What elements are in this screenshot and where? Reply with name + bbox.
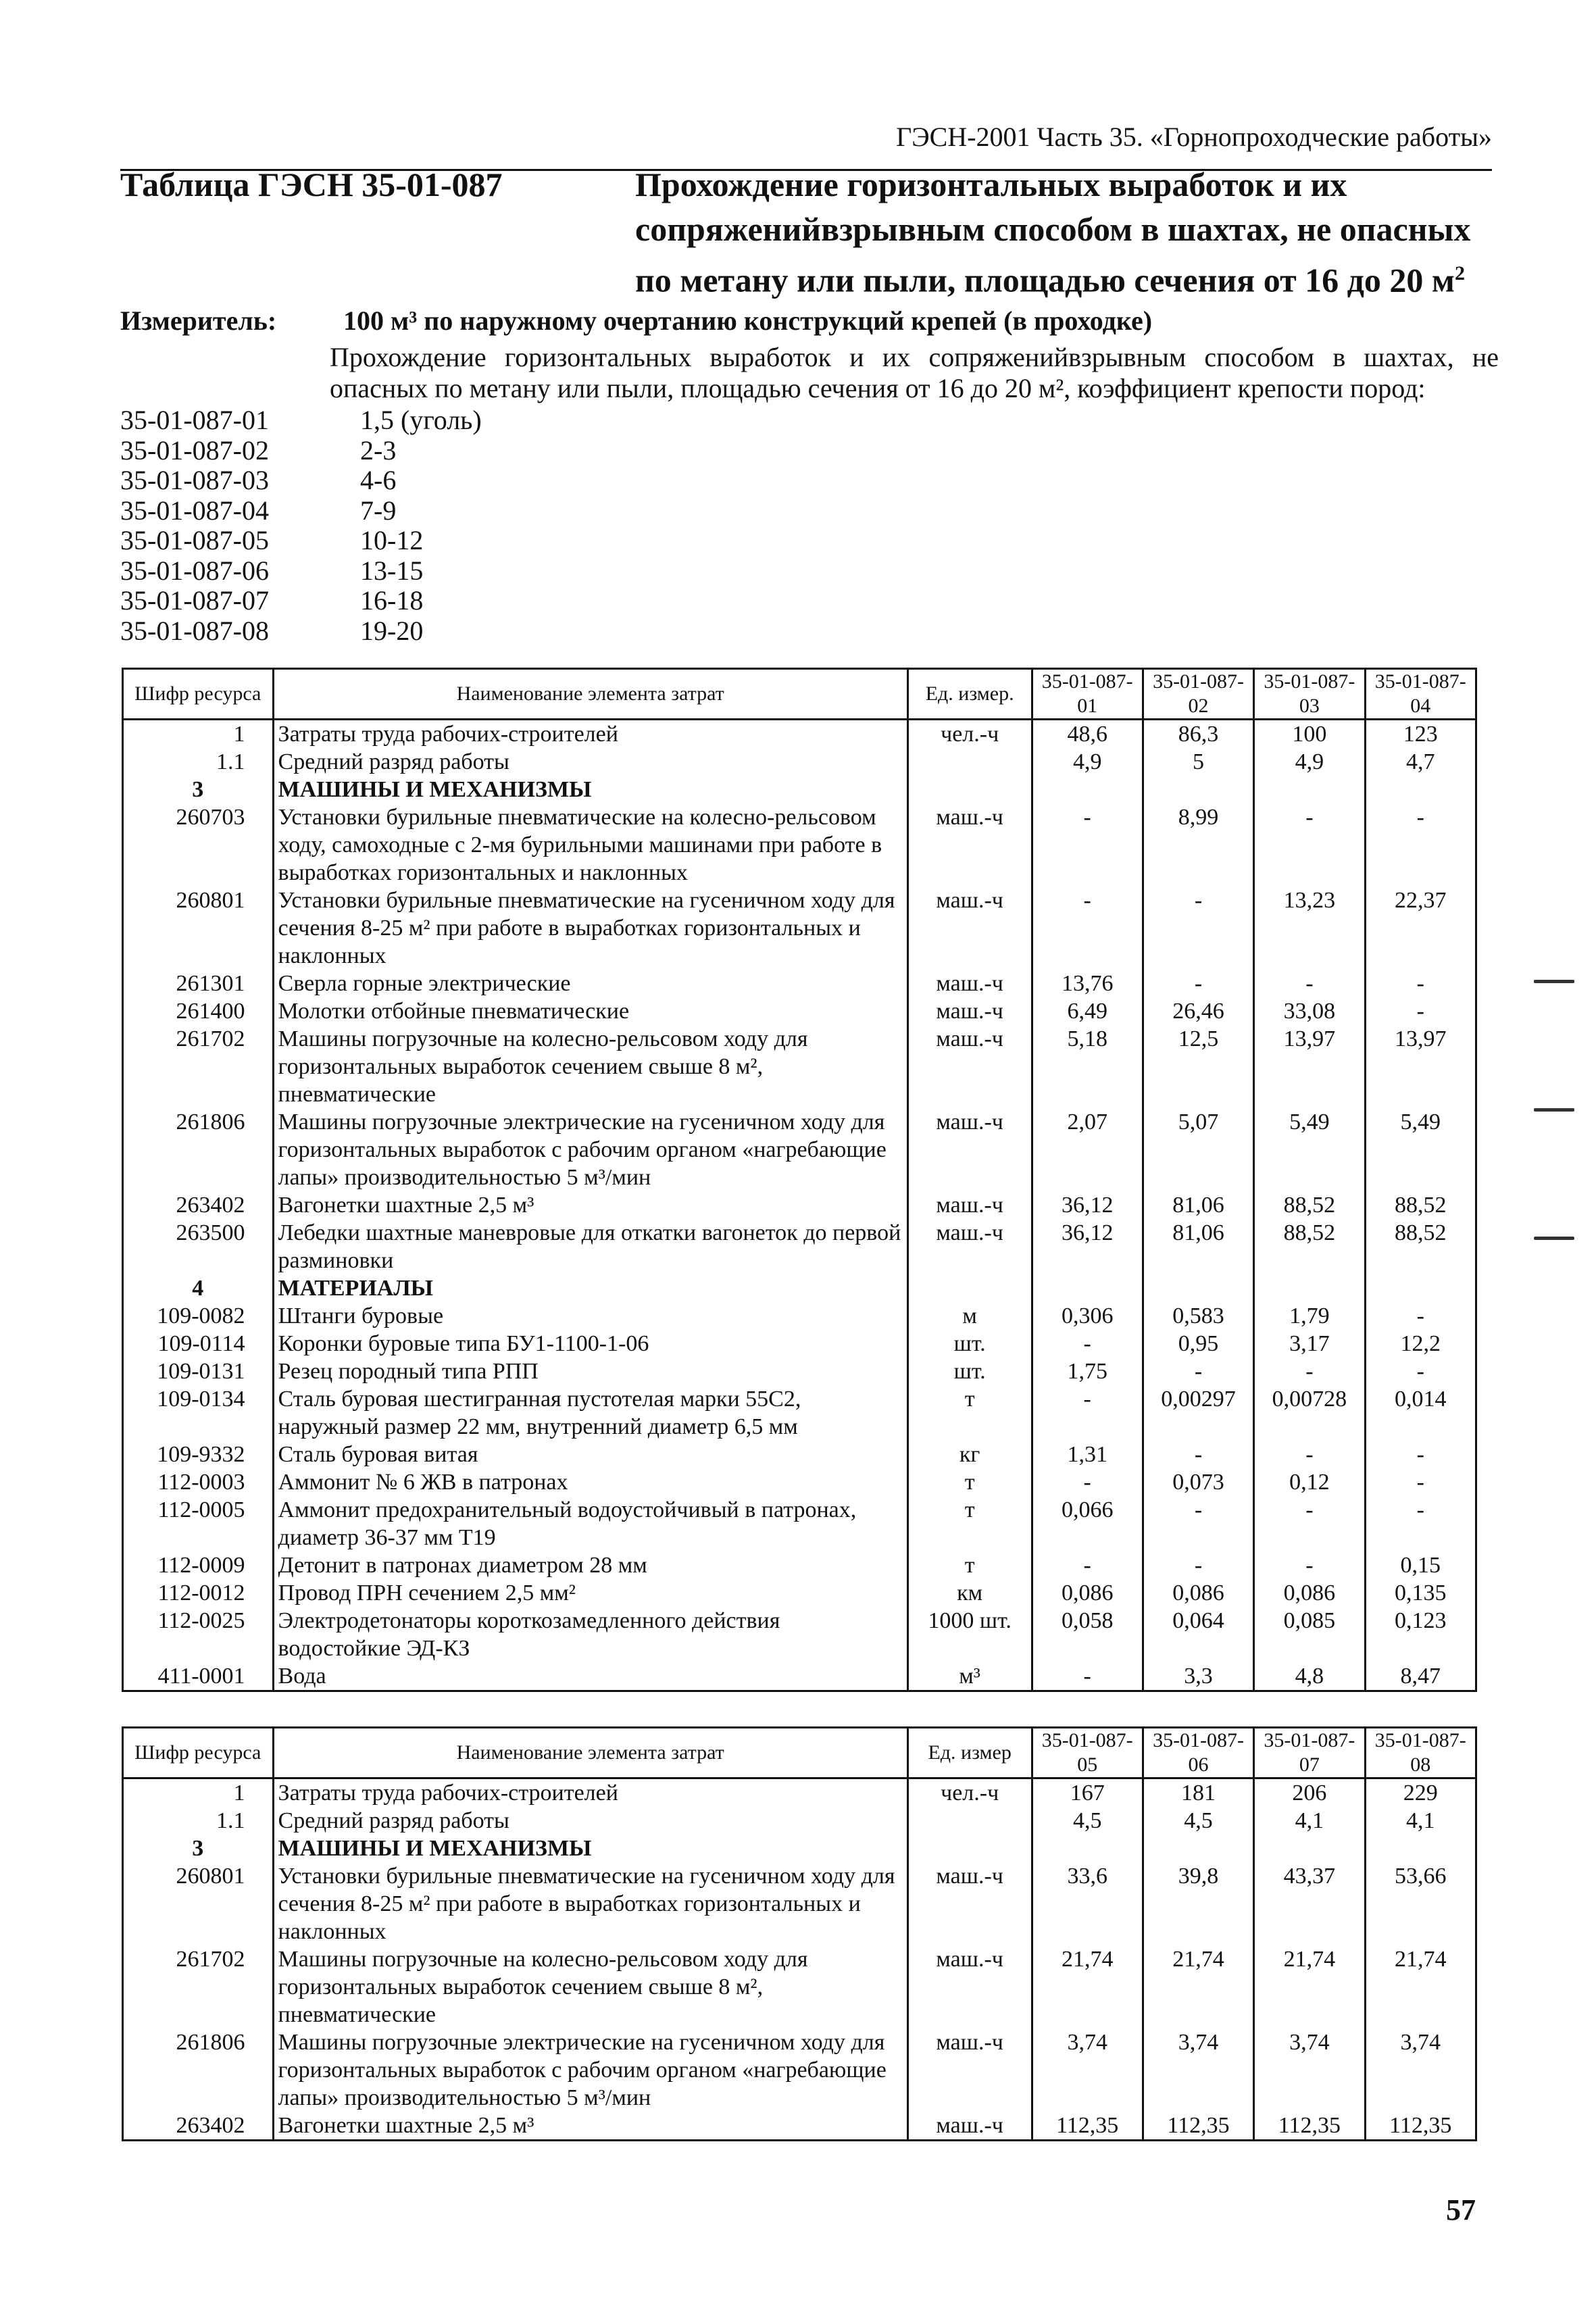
table-row [123,1025,1476,1108]
resource-value: 0,00297 [1143,1385,1253,1441]
resource-value: 0,123 [1365,1607,1476,1662]
column-header: Ед. измер. [907,669,1032,720]
resource-value: 88,52 [1254,1219,1365,1274]
code-number: 35-01-087-02 [120,434,269,466]
resource-unit: шт. [907,1330,1032,1358]
resource-code: 261806 [123,1108,274,1191]
code-list-item [120,586,482,616]
table-row [123,1330,1476,1358]
code-value: 1,5 (уголь) [360,405,482,435]
resource-unit: маш.-ч [907,970,1032,997]
table-row [123,803,1476,887]
table-row [123,1191,1476,1219]
resource-code: 1 [123,1778,274,1808]
code-number: 35-01-087-04 [120,495,269,526]
resource-value: 0,066 [1032,1496,1143,1551]
resource-name: Сталь буровая витая [273,1441,907,1468]
resource-value: 1,75 [1032,1358,1143,1385]
code-value: 16-18 [360,585,424,616]
resource-code: 263402 [123,1191,274,1219]
resource-unit: 1000 шт. [907,1607,1032,1662]
code-list-item [120,466,482,496]
resource-value: 229 [1365,1778,1476,1808]
table-row [123,1302,1476,1330]
resource-value: 4,9 [1032,748,1143,776]
resource-code: 1 [123,720,274,749]
resource-value: - [1143,1496,1253,1551]
resource-name: Установки бурильные пневматические на колесно-рельсовом ходу, самоходные с 2-мя бурильными машинами при работе в выработках горизонтальных и наклонных [273,803,907,887]
resource-value: 0,086 [1254,1579,1365,1607]
resource-unit: маш.-ч [907,2028,1032,2112]
resource-unit: маш.-ч [907,1108,1032,1191]
resource-value: - [1143,1358,1253,1385]
column-header: 35-01-087-05 [1032,1728,1143,1778]
resource-value: 12,5 [1143,1025,1253,1108]
resource-value [1365,776,1476,803]
resource-value: - [1365,1302,1476,1330]
resource-value: 123 [1365,720,1476,749]
table-row [123,1219,1476,1274]
resource-code: 112-0025 [123,1607,274,1662]
resource-value: - [1032,1662,1143,1691]
resource-value: 5,07 [1143,1108,1253,1191]
resource-code: 1.1 [123,1807,274,1835]
code-number: 35-01-087-08 [120,615,269,646]
resource-value: 5,49 [1365,1108,1476,1191]
resource-value: 13,23 [1254,887,1365,970]
code-number: 35-01-087-05 [120,525,269,555]
resource-value: 4,5 [1032,1807,1143,1835]
resource-value [1032,1835,1143,1862]
resource-value: 112,35 [1143,2112,1253,2141]
resource-value: 36,12 [1032,1219,1143,1274]
table-row [123,2112,1476,2141]
resource-value [1143,1274,1253,1302]
resource-unit: маш.-ч [907,1945,1032,2028]
resource-value: - [1254,1496,1365,1551]
code-value: 13-15 [360,555,424,586]
resource-unit [907,1274,1032,1302]
resource-unit: т [907,1551,1032,1579]
resource-value [1254,1835,1365,1862]
table-row [123,2028,1476,2112]
code-value: 2-3 [360,434,397,466]
resource-name: Электродетонаторы короткозамедленного действия водостойкие ЭД-КЗ [273,1607,907,1662]
resource-value: - [1143,1551,1253,1579]
table-row [123,1468,1476,1496]
resource-value: 22,37 [1365,887,1476,970]
resource-value: 4,9 [1254,748,1365,776]
resource-value: 5,18 [1032,1025,1143,1108]
resource-value: - [1032,1330,1143,1358]
resource-unit: маш.-ч [907,1025,1032,1108]
resource-value: - [1254,1551,1365,1579]
resource-name: Установки бурильные пневматические на гусеничном ходу для сечения 8-25 м² при работе в выработках горизонтальных и наклонных [273,1862,907,1945]
meter-label: Измеритель: [120,305,277,336]
resource-unit: маш.-ч [907,2112,1032,2141]
resource-value: - [1143,970,1253,997]
resource-code: 1.1 [123,748,274,776]
resource-value: 53,66 [1365,1862,1476,1945]
resource-value: 100 [1254,720,1365,749]
table-row [123,1274,1476,1302]
scan-mark [1534,980,1574,983]
resource-name: Молотки отбойные пневматические [273,997,907,1025]
resource-value: 81,06 [1143,1219,1253,1274]
column-header: 35-01-087-02 [1143,669,1253,720]
code-value: 10-12 [360,525,424,555]
table-header-row [123,669,1476,720]
resource-code: 260801 [123,887,274,970]
resource-name: Штанги буровые [273,1302,907,1330]
resource-value: 112,35 [1032,2112,1143,2141]
resource-value: - [1254,1358,1365,1385]
resource-unit: маш.-ч [907,1862,1032,1945]
table-row [123,1862,1476,1945]
table-row [123,1662,1476,1691]
resource-value [1143,1835,1253,1862]
scan-mark [1534,1237,1574,1240]
resource-name: Вода [273,1662,907,1691]
column-header: 35-01-087-03 [1254,669,1365,720]
resource-value [1032,776,1143,803]
table-row [123,1358,1476,1385]
resource-value: 21,74 [1365,1945,1476,2028]
resource-name: Установки бурильные пневматические на гусеничном ходу для сечения 8-25 м² при работе в выработках горизонтальных и наклонных [273,887,907,970]
resource-value: 26,46 [1143,997,1253,1025]
resource-value: 33,6 [1032,1862,1143,1945]
resource-unit: чел.-ч [907,720,1032,749]
resource-unit: маш.-ч [907,1191,1032,1219]
resource-code: 3 [123,776,274,803]
code-value: 4-6 [360,465,397,495]
resource-unit: кг [907,1441,1032,1468]
resource-value: 4,5 [1143,1807,1253,1835]
resource-name: Лебедки шахтные маневровые для откатки вагонеток до первой разминовки [273,1219,907,1274]
resource-value: 33,08 [1254,997,1365,1025]
resource-name: МАШИНЫ И МЕХАНИЗМЫ [273,1835,907,1862]
code-list-item [120,496,482,526]
resource-table-1 [122,668,1477,1692]
resource-value: 112,35 [1254,2112,1365,2141]
code-list-item [120,616,482,647]
resource-value [1365,1274,1476,1302]
column-header: Шифр ресурса [123,669,274,720]
resource-name: Затраты труда рабочих-строителей [273,720,907,749]
scan-mark [1534,1108,1574,1112]
resource-value: - [1365,803,1476,887]
resource-unit [907,1807,1032,1835]
resource-value: 2,07 [1032,1108,1143,1191]
resource-name: Машины погрузочные электрические на гусеничном ходу для горизонтальных выработок с рабочим органом «нагребающие лапы» производительностью 5 м³/мин [273,2028,907,2112]
resource-value: 3,74 [1143,2028,1253,2112]
resource-name: Коронки буровые типа БУ1-1100-1-06 [273,1330,907,1358]
resource-value: 4,1 [1254,1807,1365,1835]
resource-value: 3,3 [1143,1662,1253,1691]
column-header: Наименование элемента затрат [273,669,907,720]
resource-name: Машины погрузочные электрические на гусеничном ходу для горизонтальных выработок с рабочим органом «нагребающие лапы» производительностью 5 м³/мин [273,1108,907,1191]
resource-code: 261400 [123,997,274,1025]
resource-value: 3,74 [1032,2028,1143,2112]
resource-table-2 [122,1726,1477,2141]
resource-value: 0,085 [1254,1607,1365,1662]
resource-value: 1,79 [1254,1302,1365,1330]
table-title-number: Таблица ГЭСН 35-01-087 [120,166,503,203]
resource-name: Резец породный типа РПП [273,1358,907,1385]
table-row [123,1441,1476,1468]
resource-value: 21,74 [1254,1945,1365,2028]
resource-unit: т [907,1496,1032,1551]
resource-code: 263500 [123,1219,274,1274]
resource-unit: м [907,1302,1032,1330]
resource-value: 0,086 [1032,1579,1143,1607]
resource-code: 261702 [123,1025,274,1108]
column-header: Шифр ресурса [123,1728,274,1778]
resource-value: 3,74 [1365,2028,1476,2112]
resource-value: 5,49 [1254,1108,1365,1191]
resource-value: 88,52 [1254,1191,1365,1219]
resource-unit: шт. [907,1358,1032,1385]
resource-value: 5 [1143,748,1253,776]
resource-code: 112-0012 [123,1579,274,1607]
resource-code: 4 [123,1274,274,1302]
resource-code: 112-0005 [123,1496,274,1551]
resource-code: 411-0001 [123,1662,274,1691]
column-header: Ед. измер [907,1728,1032,1778]
superscript: 2 [1455,262,1465,284]
resource-value [1365,1835,1476,1862]
resource-value: - [1143,1441,1253,1468]
code-list [120,405,482,646]
resource-value [1254,776,1365,803]
resource-value: - [1032,803,1143,887]
resource-value: 21,74 [1032,1945,1143,2028]
resource-unit [907,1835,1032,1862]
resource-value: 0,583 [1143,1302,1253,1330]
resource-value: 8,99 [1143,803,1253,887]
resource-code: 109-0082 [123,1302,274,1330]
column-header: Наименование элемента затрат [273,1728,907,1778]
table-row [123,1835,1476,1862]
resource-value: - [1254,970,1365,997]
meter-text: 100 м³ по наружному очертанию конструкций крепей (в проходке) [343,305,1153,336]
resource-value: 88,52 [1365,1219,1476,1274]
resource-value: 21,74 [1143,1945,1253,2028]
resource-value: 48,6 [1032,720,1143,749]
resource-name: Аммонит предохранительный водоустойчивый в патронах, диаметр 36-37 мм Т19 [273,1496,907,1551]
resource-value: 88,52 [1365,1191,1476,1219]
resource-value: 112,35 [1365,2112,1476,2141]
resource-value: 39,8 [1143,1862,1253,1945]
resource-name: Вагонетки шахтные 2,5 м³ [273,1191,907,1219]
column-header: 35-01-087-06 [1143,1728,1253,1778]
resource-value [1254,1274,1365,1302]
resource-value: 206 [1254,1778,1365,1808]
resource-unit [907,776,1032,803]
table-row [123,1778,1476,1808]
code-list-item [120,436,482,466]
page-number: 57 [1446,2193,1476,2226]
resource-code: 260703 [123,803,274,887]
column-header: 35-01-087-08 [1365,1728,1476,1778]
resource-unit: т [907,1468,1032,1496]
resource-value: 36,12 [1032,1191,1143,1219]
resource-name: Средний разряд работы [273,748,907,776]
table-row [123,1945,1476,2028]
resource-value: 3,17 [1254,1330,1365,1358]
resource-value: 0,00728 [1254,1385,1365,1441]
resource-name: Вагонетки шахтные 2,5 м³ [273,2112,907,2141]
resource-code: 109-0131 [123,1358,274,1385]
code-list-item [120,405,482,436]
resource-name: МАТЕРИАЛЫ [273,1274,907,1302]
resource-value: 0,135 [1365,1579,1476,1607]
resource-code: 112-0003 [123,1468,274,1496]
code-number: 35-01-087-03 [120,465,269,495]
resource-value: - [1032,1385,1143,1441]
table-row [123,970,1476,997]
table-row [123,1496,1476,1551]
table-row [123,776,1476,803]
resource-value: 0,12 [1254,1468,1365,1496]
resource-unit: маш.-ч [907,1219,1032,1274]
resource-value: 0,95 [1143,1330,1253,1358]
resource-value [1143,776,1253,803]
column-header: 35-01-087-04 [1365,669,1476,720]
resource-unit: чел.-ч [907,1778,1032,1808]
table-row [123,1579,1476,1607]
resource-code: 112-0009 [123,1551,274,1579]
table-row [123,748,1476,776]
table-row [123,997,1476,1025]
resource-value: - [1365,1441,1476,1468]
resource-value: 12,2 [1365,1330,1476,1358]
resource-name: Затраты труда рабочих-строителей [273,1778,907,1808]
resource-unit [907,748,1032,776]
table-row [123,1385,1476,1441]
resource-value: - [1254,803,1365,887]
resource-value: - [1365,1496,1476,1551]
resource-value: 43,37 [1254,1862,1365,1945]
resource-code: 109-0134 [123,1385,274,1441]
resource-code: 260801 [123,1862,274,1945]
resource-value: 13,97 [1254,1025,1365,1108]
resource-value: 0,014 [1365,1385,1476,1441]
resource-value: 86,3 [1143,720,1253,749]
code-list-item [120,556,482,587]
resource-value: 181 [1143,1778,1253,1808]
margin-marks [1534,980,1574,1365]
resource-name: Машины погрузочные на колесно-рельсовом ходу для горизонтальных выработок сечением свыше 8 м², пневматические [273,1945,907,2028]
resource-unit: маш.-ч [907,997,1032,1025]
resource-value: - [1365,1468,1476,1496]
resource-name: Провод ПРН сечением 2,5 мм² [273,1579,907,1607]
resource-name: МАШИНЫ И МЕХАНИЗМЫ [273,776,907,803]
table-title [120,162,1505,303]
resource-value: 0,306 [1032,1302,1143,1330]
resource-value: - [1365,970,1476,997]
resource-value: 0,058 [1032,1607,1143,1662]
table-row [123,1807,1476,1835]
code-number: 35-01-087-06 [120,555,269,586]
resource-unit: маш.-ч [907,887,1032,970]
table-row [123,720,1476,749]
resource-name: Машины погрузочные на колесно-рельсовом ходу для горизонтальных выработок сечением свыше 8 м², пневматические [273,1025,907,1108]
resource-name: Сверла горные электрические [273,970,907,997]
table-title-text: Прохождение горизонтальных выработок и их сопряженийвзрывным способом в шахтах, не опасных по метану или пыли, площадью сечения от 16 до 20 $м^2$ [635,166,1471,299]
resource-value: - [1032,1468,1143,1496]
resource-code: 3 [123,1835,274,1862]
table-row [123,1551,1476,1579]
resource-value: 167 [1032,1778,1143,1808]
resource-value: 6,49 [1032,997,1143,1025]
code-number: 35-01-087-01 [120,405,269,435]
resource-value: 4,1 [1365,1807,1476,1835]
resource-code: 261702 [123,1945,274,2028]
resource-name: Сталь буровая шестигранная пустотелая марки 55С2, наружный размер 22 мм, внутренний диаметр 6,5 мм [273,1385,907,1441]
running-header: ГЭСН-2001 Часть 35. «Горнопроходческие работы» [120,114,1492,171]
resource-unit: т [907,1385,1032,1441]
resource-value: 0,086 [1143,1579,1253,1607]
resource-value: 13,97 [1365,1025,1476,1108]
description: Прохождение горизонтальных выработок и их сопряженийвзрывным способом в шахтах, не опасных по метану или пыли, площадью сечения от 16 до 20 м², коэффициент крепости пород: [330,342,1499,403]
resource-value: 81,06 [1143,1191,1253,1219]
resource-value: 0,073 [1143,1468,1253,1496]
resource-value: - [1254,1441,1365,1468]
resource-code: 261301 [123,970,274,997]
column-header: 35-01-087-07 [1254,1728,1365,1778]
resource-unit: м³ [907,1662,1032,1691]
code-value: 7-9 [360,495,397,526]
resource-code: 109-9332 [123,1441,274,1468]
resource-value: 4,8 [1254,1662,1365,1691]
resource-code: 109-0114 [123,1330,274,1358]
intro-block [120,305,1499,404]
resource-value: - [1365,997,1476,1025]
resource-value: 0,064 [1143,1607,1253,1662]
resource-value: - [1143,887,1253,970]
resource-unit: маш.-ч [907,803,1032,887]
table-header-row [123,1728,1476,1778]
resource-value: 1,31 [1032,1441,1143,1468]
resource-code: 263402 [123,2112,274,2141]
table-row [123,1108,1476,1191]
resource-name: Аммонит № 6 ЖВ в патронах [273,1468,907,1496]
resource-value: - [1032,887,1143,970]
table-row [123,1607,1476,1662]
resource-value: 3,74 [1254,2028,1365,2112]
resource-value: 0,15 [1365,1551,1476,1579]
resource-code: 261806 [123,2028,274,2112]
code-list-item [120,526,482,556]
table-row [123,887,1476,970]
resource-name: Средний разряд работы [273,1807,907,1835]
column-header: 35-01-087-01 [1032,669,1143,720]
resource-value: - [1032,1551,1143,1579]
resource-name: Детонит в патронах диаметром 28 мм [273,1551,907,1579]
resource-value: 13,76 [1032,970,1143,997]
resource-value [1032,1274,1143,1302]
resource-value: - [1365,1358,1476,1385]
code-value: 19-20 [360,615,424,646]
resource-unit: км [907,1579,1032,1607]
code-number: 35-01-087-07 [120,585,269,616]
resource-value: 4,7 [1365,748,1476,776]
resource-value: 8,47 [1365,1662,1476,1691]
